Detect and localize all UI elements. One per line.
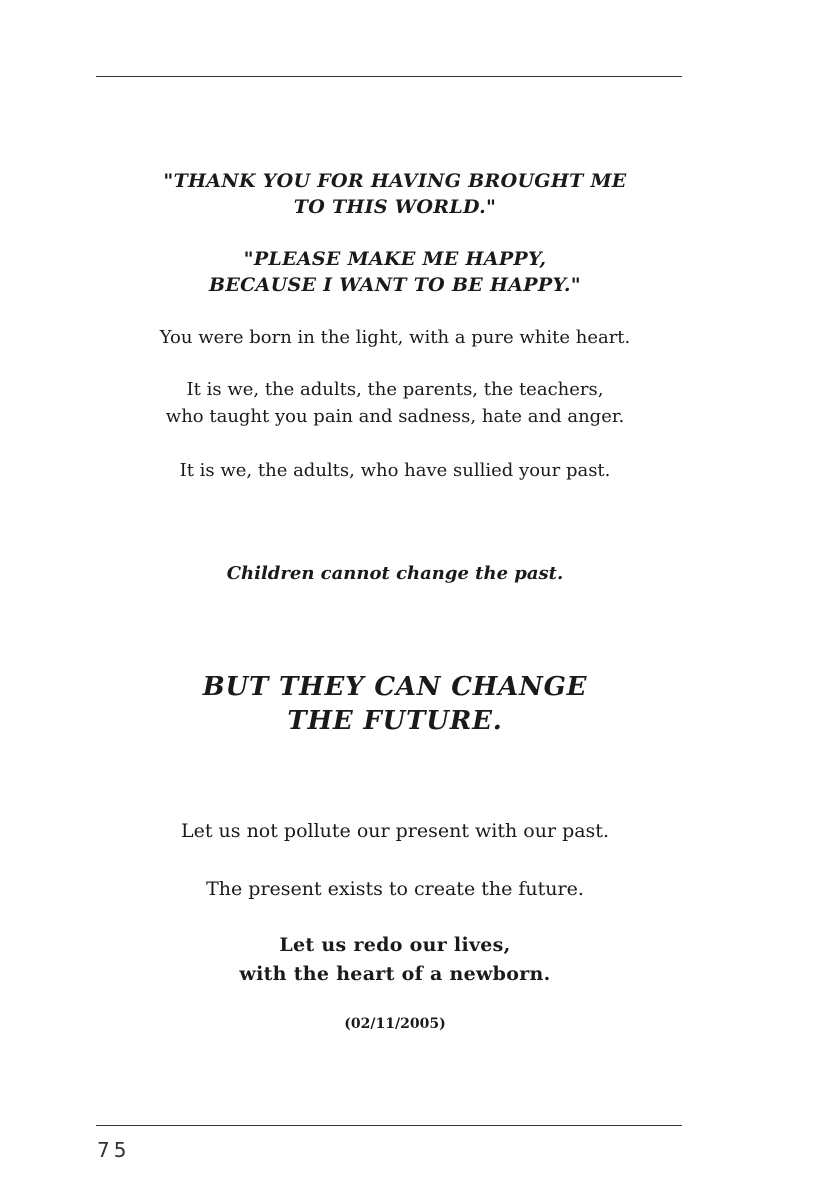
quote-make-happy-line1: "PLEASE MAKE ME HAPPY, [243,248,547,270]
paragraph-adults-line2: who taught you pain and sadness, hate and anger. [165,406,625,427]
headline-line2: THE FUTURE. [287,706,503,736]
quote-make-happy-line2: BECAUSE I WANT TO BE HAPPY." [208,274,582,296]
paragraph-born-in-light: You were born in the light, with a pure white heart. [159,327,631,348]
date-stamp: (02/11/2005) [344,1016,446,1032]
paragraph-adults-line1: It is we, the adults, the parents, the teachers, [186,379,604,400]
paragraph-present-future: The present exists to create the future. [206,878,584,900]
quote-thank-you-line1: "THANK YOU FOR HAVING BROUGHT ME [163,170,627,192]
bottom-rule [96,1125,682,1126]
page-number: 75 [97,1138,131,1162]
emphasis-children-past: Children cannot change the past. [226,563,564,584]
headline-line1: BUT THEY CAN CHANGE [202,672,588,702]
closing-line2: with the heart of a newborn. [239,963,551,985]
top-rule [96,76,682,77]
quote-thank-you-line2: TO THIS WORLD." [293,196,497,218]
closing-line1: Let us redo our lives, [279,934,511,956]
paragraph-sullied-past: It is we, the adults, who have sullied your past. [179,460,611,481]
paragraph-pollute-present: Let us not pollute our present with our past. [181,820,609,842]
